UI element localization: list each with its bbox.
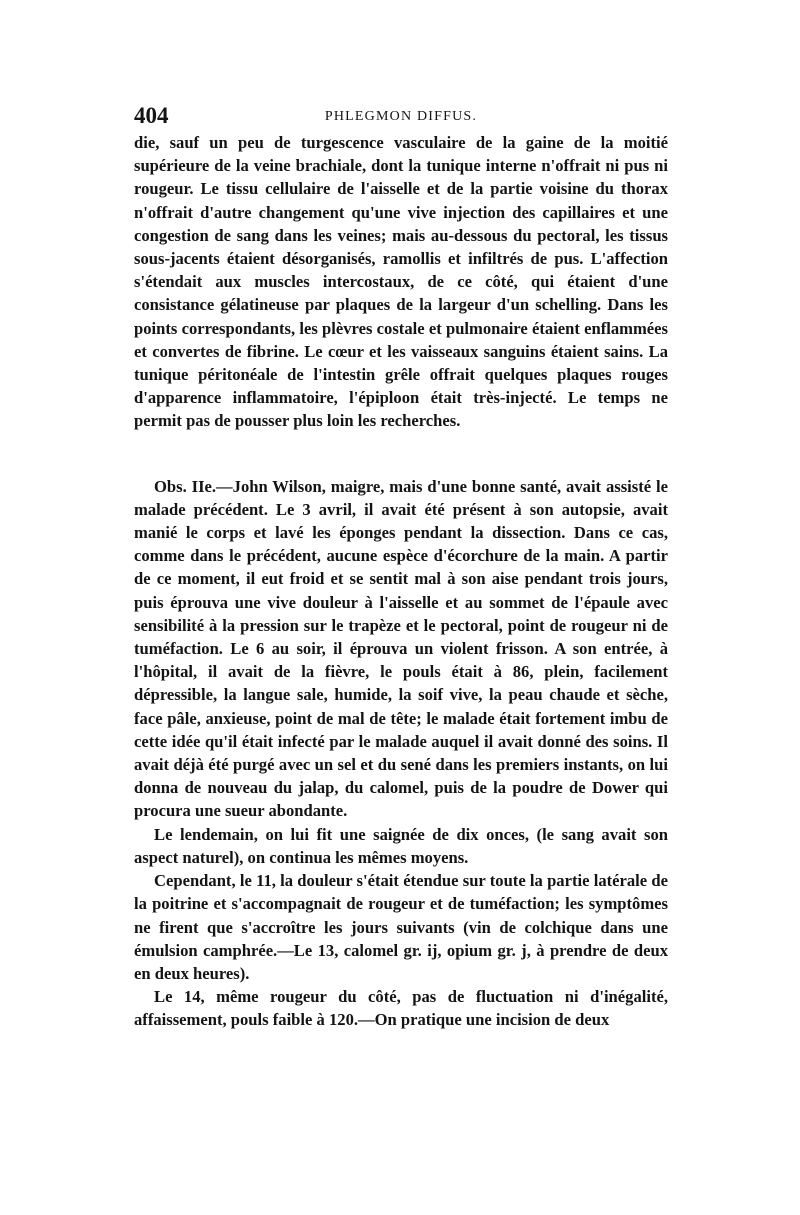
paragraph-the-11th: Cependant, le 11, la douleur s'était étendue sur toute la partie latérale de la poitrine et s'accompagnait de rougeur et de tuméfaction; les symptômes ne firent que s'accroître les jours suivants (vin de colchique dans une émulsion camphrée.—Le 13, calomel gr. ij, opium gr. j, à prendre de deux en deux heures).: [134, 871, 668, 983]
paragraph-next-day: Le lendemain, on lui fit une saignée de dix onces, (le sang avait son aspect naturel), on continua les mêmes moyens.: [134, 824, 668, 867]
page-number: 404: [134, 103, 169, 128]
paragraph-observation-2: Obs. IIe.—John Wilson, maigre, mais d'une bonne santé, avait assisté le malade précédent. Le 3 avril, il avait été présent à son autopsie, avait manié le corps et lavé les éponges pendant la dissection. Dans ce cas, comme dans le précédent, aucune espèce d'écorchure de la main. A partir de ce moment, il eut froid et se sentit mal à son aise pendant trois jours, puis éprouva une vive douleur à l'aisselle et au sommet de l'épaule avec sensibilité à la pression sur le trapèze et le pectoral, point de rougeur ni de tuméfaction. Le 6 au soir, il éprouva un violent frisson. A son entrée, à l'hôpital, il avait de la fièvre, le pouls était à 86, plein, facilement dépressible, la langue sale, humide, la soif vive, la peau chaude et sèche, face pâle, anxieuse, point de mal de tête; le malade était fortement imbu de cette idée qu'il était infecté par le malade auquel il avait donné des soins. Il avait déjà été purgé avec un sel et du sené dans les premiers instants, on lui donna de nouveau du jalap, du calomel, puis de la poudre de Dower qui procura une sueur abondante.: [134, 476, 668, 821]
running-head: [134, 102, 668, 130]
book-page: [134, 102, 668, 1032]
body-text: [134, 131, 668, 1032]
paragraph-autopsy-continuation: die, sauf un peu de turgescence vasculaire de la gaine de la moitié supérieure de la veine brachiale, dont la tunique interne n'offrait ni pus ni rougeur. Le tissu cellulaire de l'aisselle et de la partie voisine du thorax n'offrait d'autre changement qu'une vive injection des capillaires et une congestion de sang dans les veines; mais au-dessous du pectoral, les tissus sous-jacents étaient désorganisés, ramollis et infiltrés de pus. L'affection s'étendait aux muscles intercostaux, de ce côté, qui étaient d'une consistance gélatineuse par plaques de la largeur d'un schelling. Dans les points correspondants, les plèvres costale et pulmonaire étaient enflammées et convertes de fibrine. Le cœur et les vaisseaux sanguins étaient sains. La tunique péritonéale de l'intestin grêle offrait quelques plaques rouges d'apparence inflammatoire, l'épiploon était très-injecté. Le temps ne permit pas de pousser plus loin les recherches.: [134, 133, 668, 431]
paragraph-the-14th: Le 14, même rougeur du côté, pas de fluctuation ni d'inégalité, affaissement, pouls faible à 120.—On pratique une incision de deux: [134, 987, 668, 1030]
running-title: PHLEGMON DIFFUS.: [324, 109, 478, 124]
